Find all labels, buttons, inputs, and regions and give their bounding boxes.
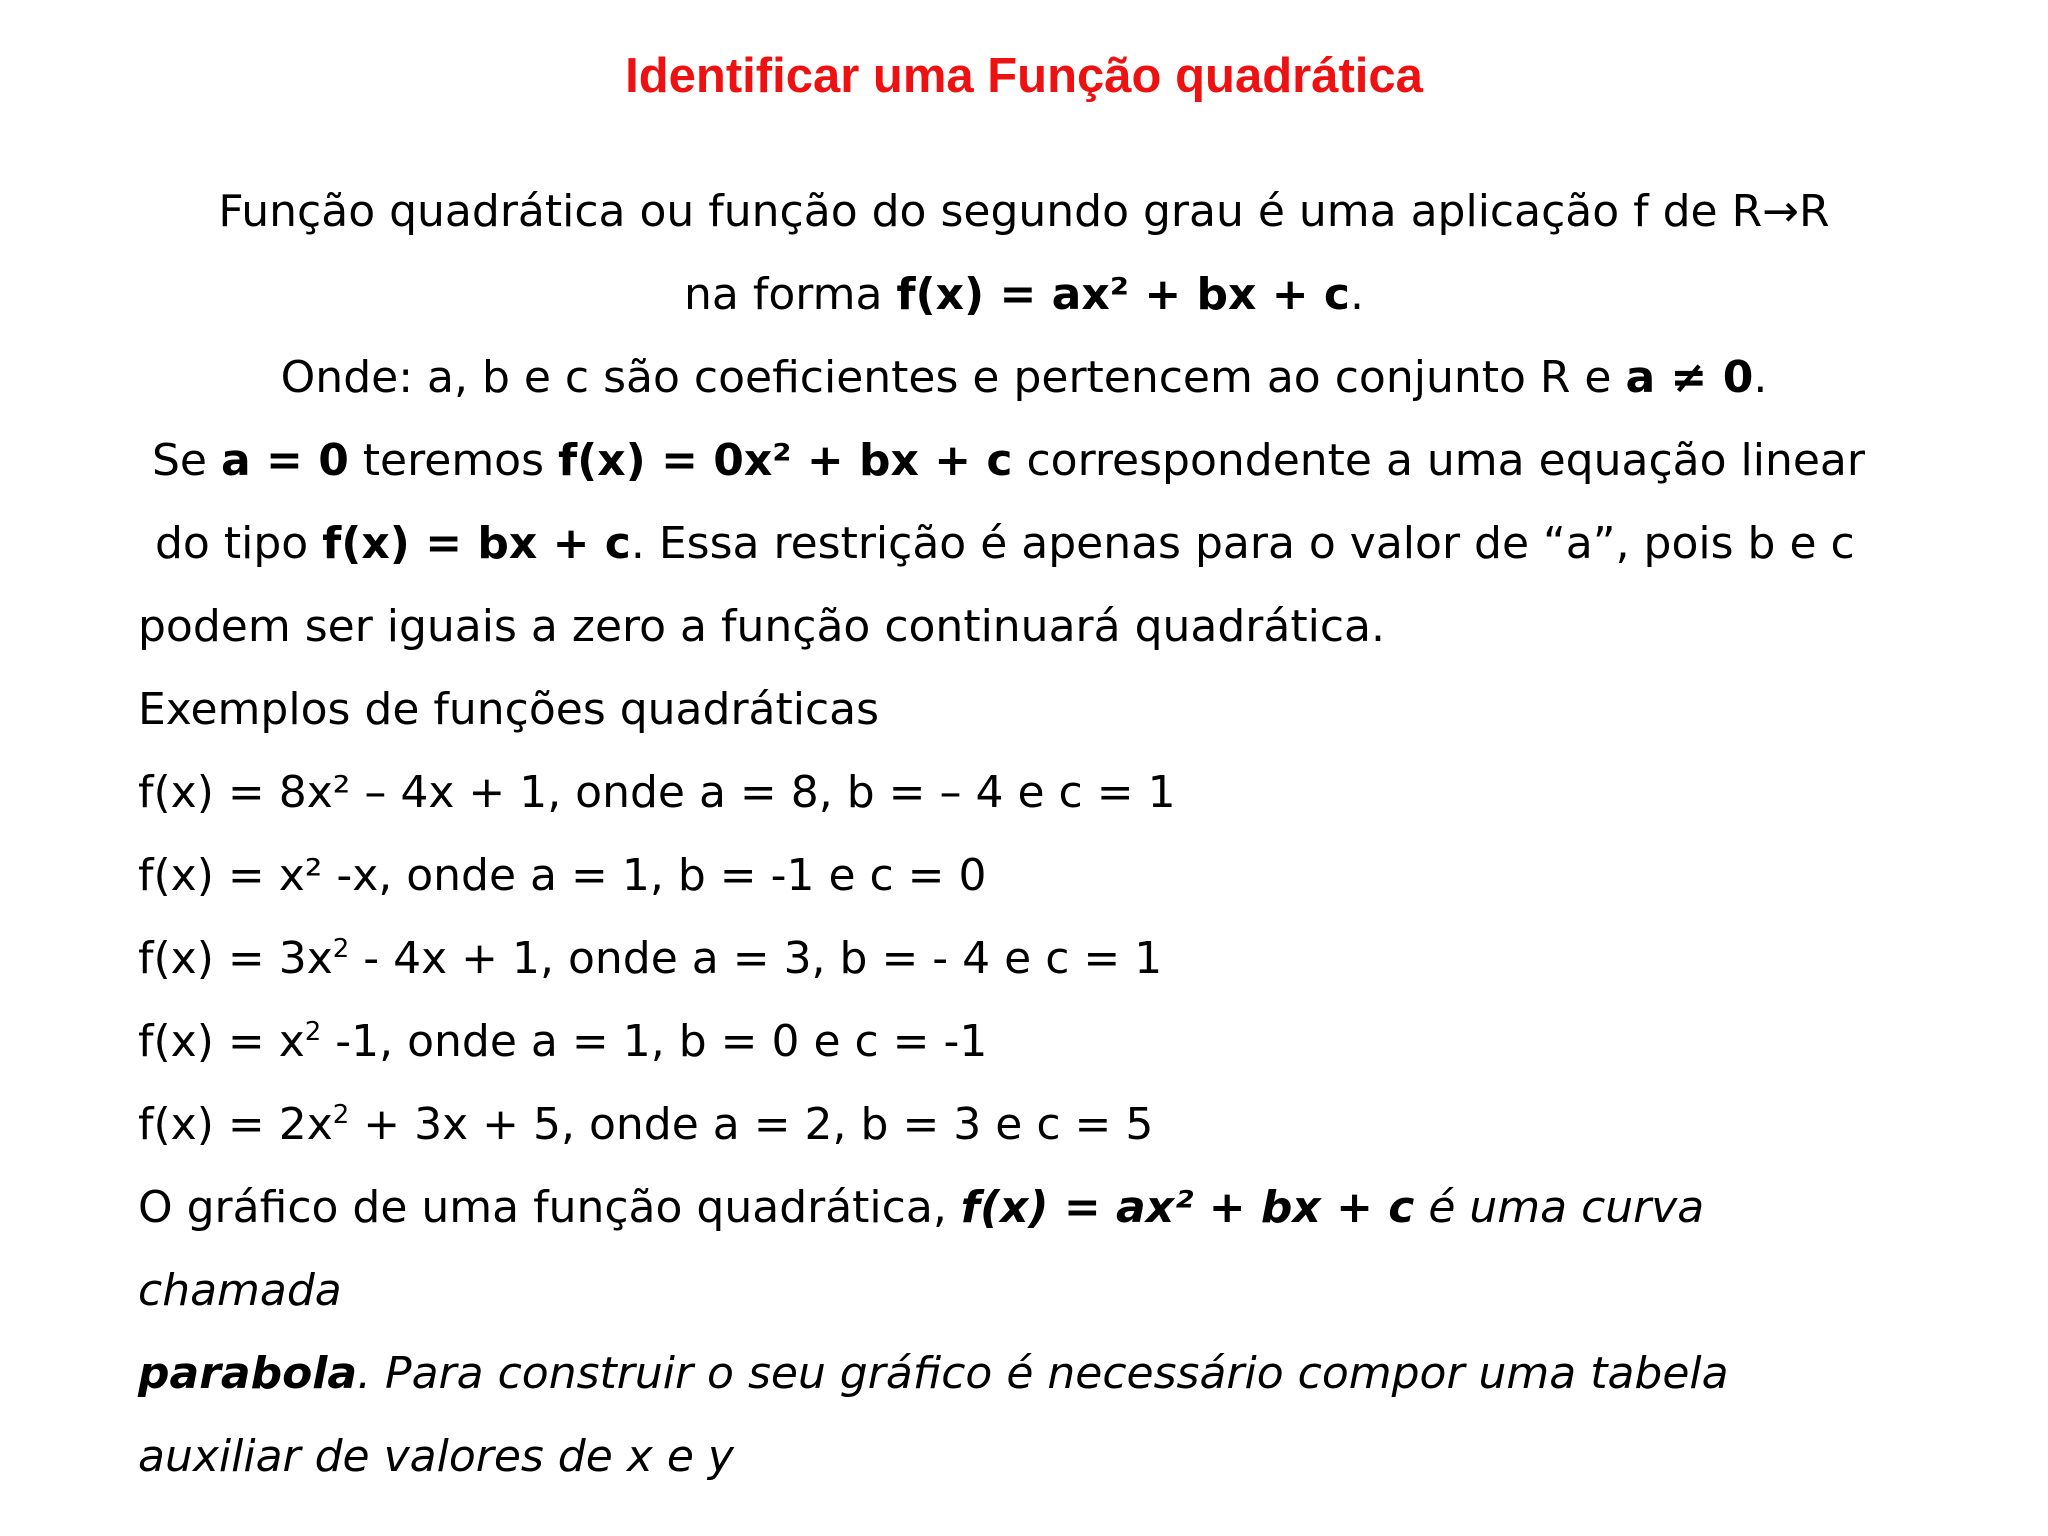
conclusion-line-4 xyxy=(138,1427,734,1487)
exponent: 2 xyxy=(332,1100,350,1130)
example-text: - 4x + 1, onde a = 3, b = - 4 e c = 1 xyxy=(349,933,1163,984)
examples-heading xyxy=(138,680,879,740)
example-text: f(x) = 3x xyxy=(138,933,333,984)
example-text: f(x) = x xyxy=(138,1016,305,1067)
conclusion-text: é uma curva xyxy=(1414,1182,1705,1233)
conclusion-text: chamada xyxy=(138,1265,342,1316)
exponent: 2 xyxy=(304,1017,322,1047)
parabola-term: parabola xyxy=(138,1348,358,1399)
intro-line-1 xyxy=(0,182,2048,242)
conclusion-text: . Para construir o seu gráfico é necessário compor uma tabela xyxy=(357,1348,1729,1399)
example-4 xyxy=(138,1012,987,1072)
example-text: f(x) = 2x xyxy=(138,1099,333,1150)
graph-formula: f(x) = ax² + bx + c xyxy=(960,1182,1415,1233)
example-5 xyxy=(138,1095,1153,1155)
page-title: Identificar uma Função quadrática xyxy=(625,49,1423,103)
intro-line-5 xyxy=(155,514,1855,574)
general-formula: f(x) = ax² + bx + c xyxy=(896,269,1350,320)
linear-formula: f(x) = bx + c xyxy=(322,518,631,569)
conclusion-line-3 xyxy=(138,1344,1729,1404)
conclusion-line-1 xyxy=(138,1178,1704,1238)
example-text: f(x) = 8x² – 4x + 1, onde a = 8, b = – 4 e c = 1 xyxy=(138,767,1176,818)
intro-line-4 xyxy=(152,431,1865,491)
example-2 xyxy=(138,846,987,906)
intro-text: na forma xyxy=(684,269,897,320)
intro-text: Se xyxy=(152,435,221,486)
intro-text: podem ser iguais a zero a função continuará quadrática. xyxy=(138,601,1385,652)
condition-a-nonzero: a ≠ 0 xyxy=(1625,352,1754,403)
intro-text: correspondente a uma equação linear xyxy=(1012,435,1865,486)
conclusion-line-2 xyxy=(138,1261,342,1321)
intro-text: teremos xyxy=(348,435,559,486)
intro-text: Onde: a, b e c são coeficientes e pertencem ao conjunto R e xyxy=(280,352,1626,403)
intro-text: . xyxy=(1753,352,1768,403)
example-text: f(x) = x² -x, onde a = 1, b = -1 e c = 0 xyxy=(138,850,987,901)
example-text: -1, onde a = 1, b = 0 e c = -1 xyxy=(321,1016,988,1067)
intro-text: Função quadrática ou função do segundo grau é uma aplicação f de R→R xyxy=(218,186,1830,237)
conclusion-text: auxiliar de valores de x e y xyxy=(138,1431,734,1482)
intro-text: do tipo xyxy=(155,518,323,569)
intro-line-3 xyxy=(0,348,2048,408)
exponent: 2 xyxy=(332,934,350,964)
intro-text: . xyxy=(1349,269,1364,320)
intro-line-2 xyxy=(0,265,2048,325)
degenerate-formula: f(x) = 0x² + bx + c xyxy=(558,435,1013,486)
condition-a-zero: a = 0 xyxy=(221,435,349,486)
intro-line-6 xyxy=(138,597,1385,657)
conclusion-text: O gráfico de uma função quadrática, xyxy=(138,1182,961,1233)
example-1 xyxy=(138,763,1176,823)
example-text: + 3x + 5, onde a = 2, b = 3 e c = 5 xyxy=(349,1099,1154,1150)
examples-heading-text: Exemplos de funções quadráticas xyxy=(138,684,880,735)
intro-text: . Essa restrição é apenas para o valor de “a”, pois b e c xyxy=(630,518,1855,569)
example-3 xyxy=(138,929,1162,989)
